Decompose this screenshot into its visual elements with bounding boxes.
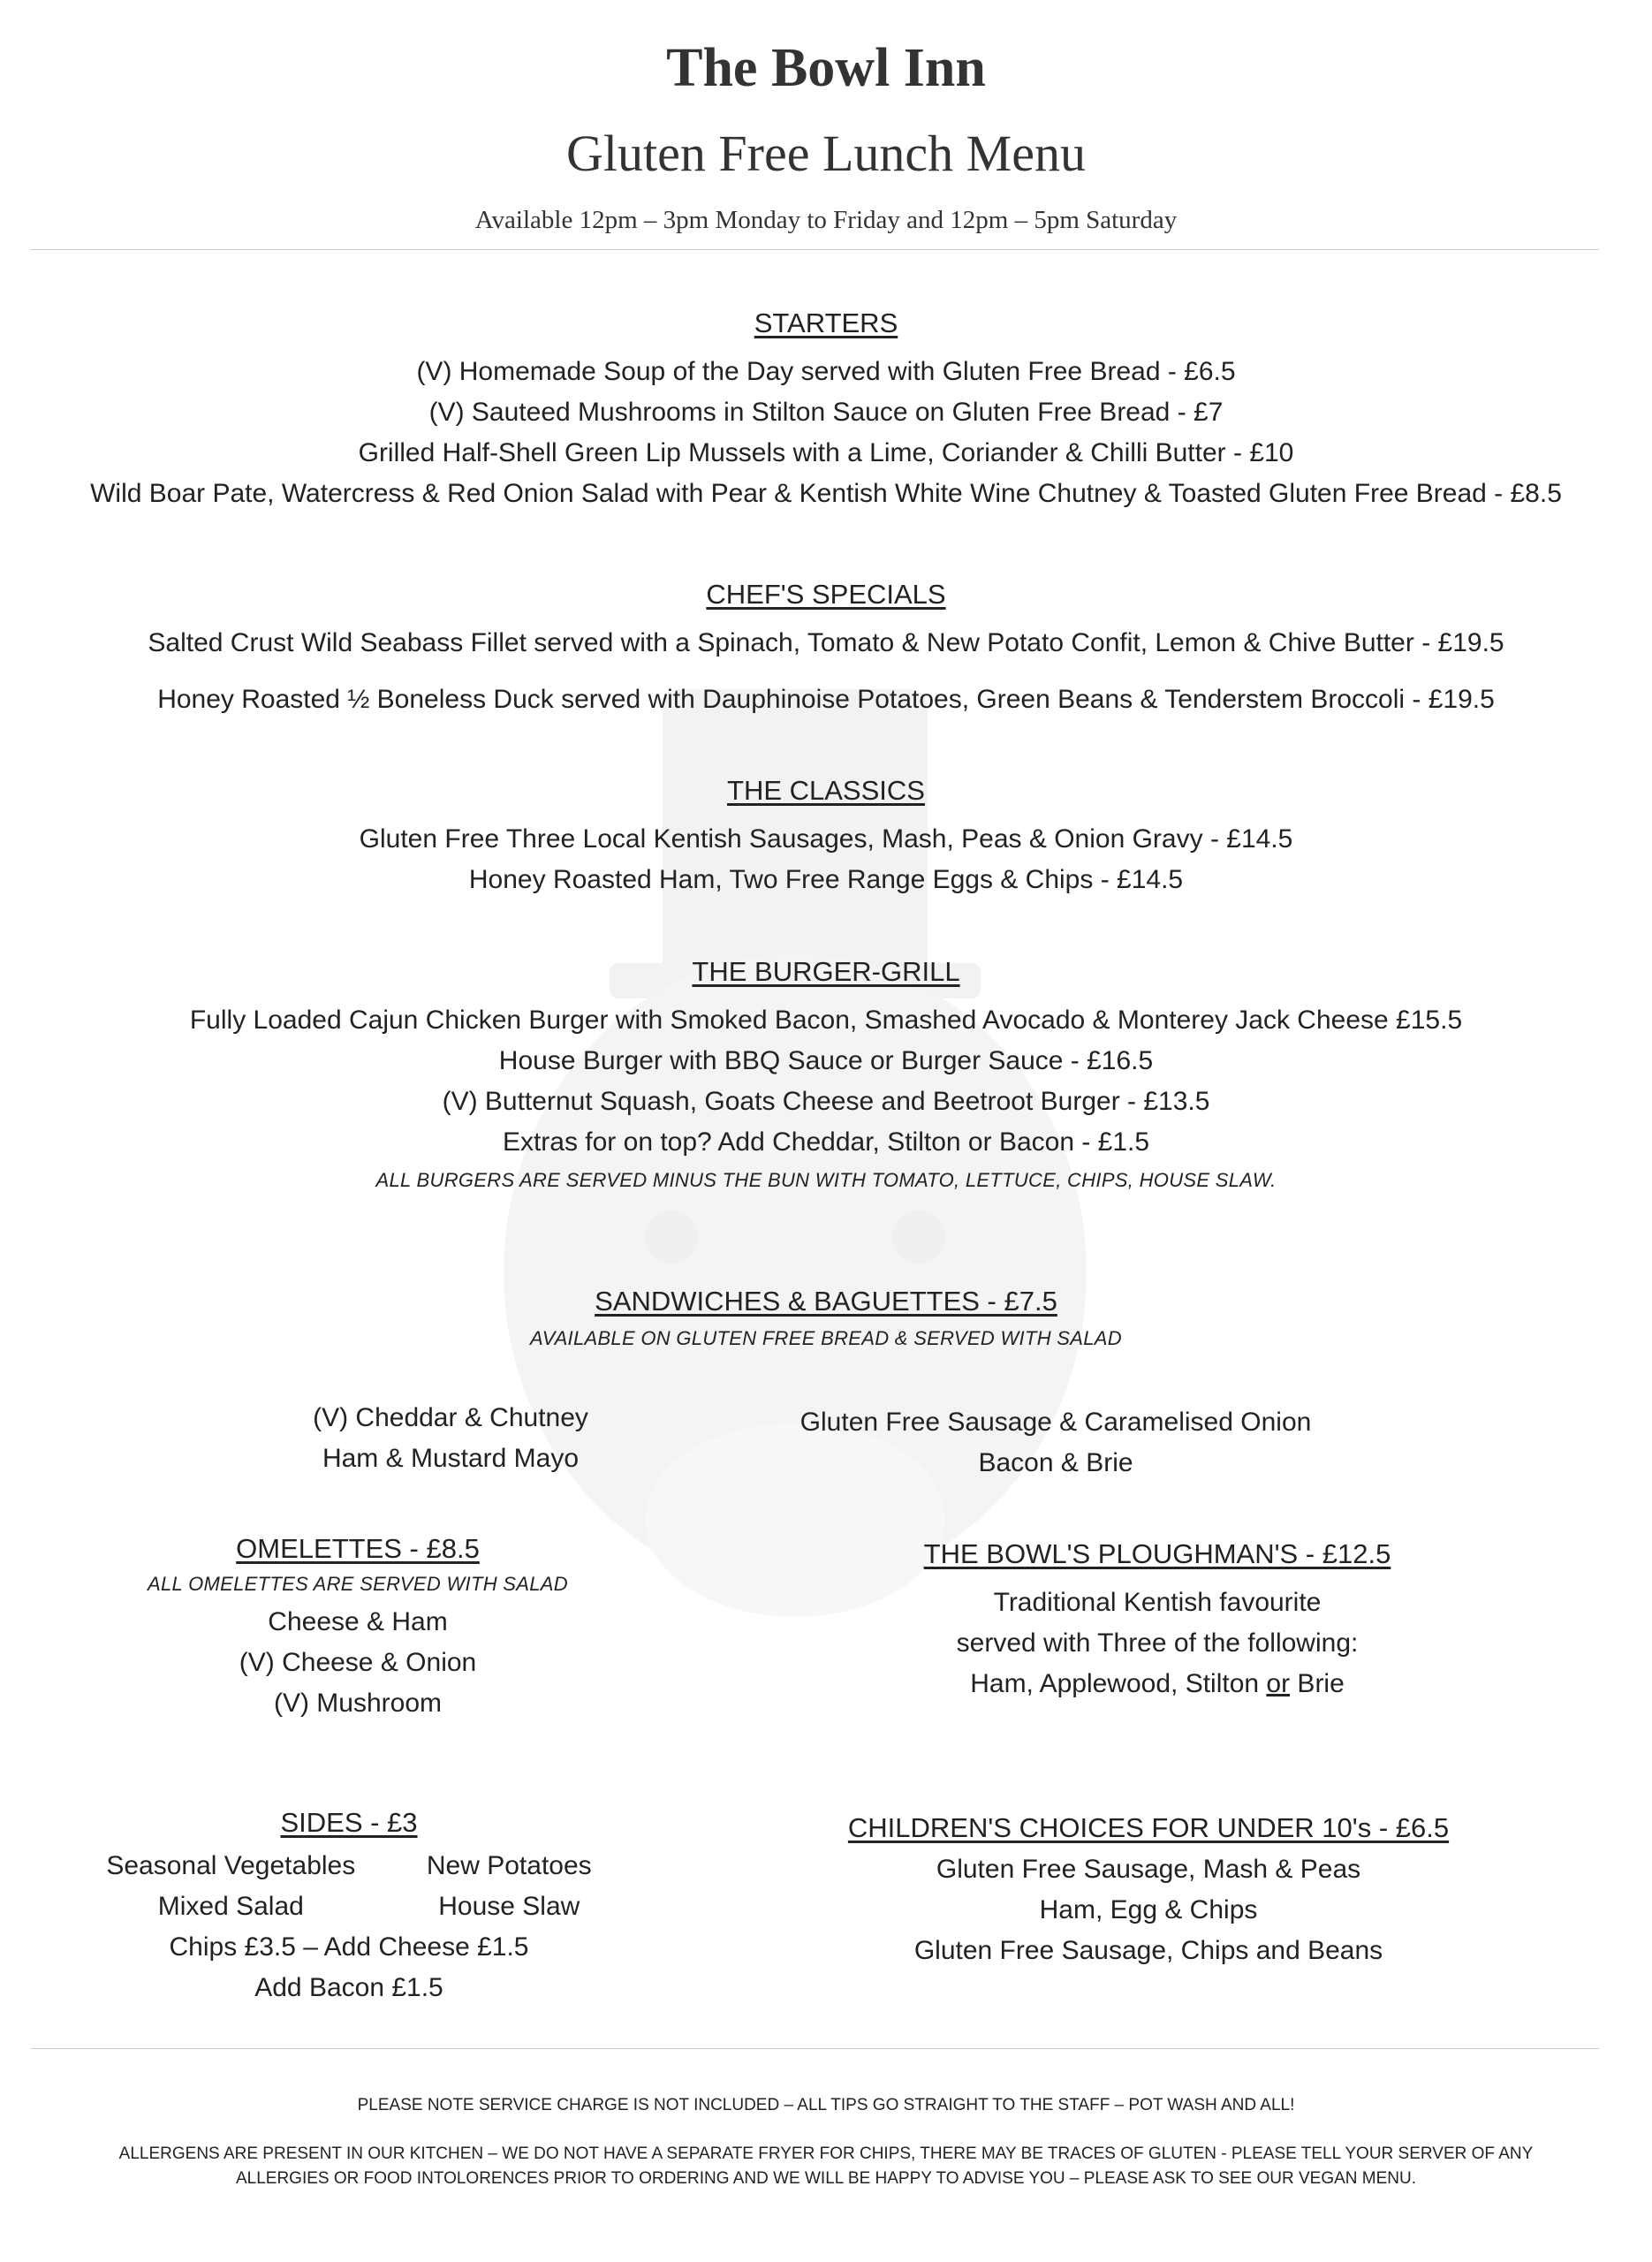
- classic-item: Gluten Free Three Local Kentish Sausages, Mash, Peas & Onion Gravy - £14.5: [359, 824, 1293, 854]
- ploughmans-options-text: Brie: [1290, 1669, 1345, 1698]
- sandwiches-note: AVAILABLE ON GLUTEN FREE BREAD & SERVED WITH SALAD: [530, 1327, 1122, 1349]
- sandwich-item: Bacon & Brie: [978, 1448, 1133, 1477]
- ploughmans-options-text: Ham, Applewood, Stilton: [970, 1669, 1267, 1698]
- special-item: Honey Roasted ½ Boneless Duck served with Dauphinoise Potatoes, Green Beans & Tenderstem Broccoli - £19.5: [157, 685, 1495, 714]
- childrens-section: [795, 1812, 1502, 1971]
- sides-grid: [71, 1846, 627, 1927]
- burger-item: (V) Butternut Squash, Goats Cheese and Beetroot Burger - £13.5: [442, 1087, 1210, 1116]
- starter-item: Wild Boar Pate, Watercress & Red Onion Salad with Pear & Kentish White Wine Chutney & Toasted Gluten Free Bread - £8.5: [90, 479, 1562, 508]
- sandwiches-right-column: [769, 1402, 1343, 1484]
- ploughmans-line: served with Three of the following:: [956, 1628, 1359, 1658]
- burger-note: ALL BURGERS ARE SERVED MINUS THE BUN WITH TOMATO, LETTUCE, CHIPS, HOUSE SLAW.: [375, 1169, 1277, 1191]
- special-item: Salted Crust Wild Seabass Fillet served with a Spinach, Tomato & New Potato Confit, Lemon & Chive Butter - £19.5: [148, 628, 1504, 657]
- sides-title: SIDES - £3: [280, 1807, 418, 1838]
- ploughmans-section: [848, 1538, 1466, 1704]
- burger-item: Fully Loaded Cajun Chicken Burger with Smoked Bacon, Smashed Avocado & Monterey Jack Cheese £15.5: [189, 1006, 1463, 1035]
- childrens-item: Ham, Egg & Chips: [1039, 1895, 1258, 1924]
- chefs-specials-section: [0, 579, 1652, 720]
- childrens-item: Gluten Free Sausage, Chips and Beans: [913, 1936, 1383, 1965]
- starters-title: STARTERS: [754, 307, 898, 338]
- sides-column: [427, 1846, 592, 1927]
- sides-section: [71, 1807, 627, 2008]
- starter-item: (V) Homemade Soup of the Day served with Gluten Free Bread - £6.5: [416, 357, 1236, 386]
- sandwiches-section: [0, 1286, 1652, 1356]
- allergens-note-line-1: ALLERGENS ARE PRESENT IN OUR KITCHEN – WE DO NOT HAVE A SEPARATE FRYER FOR CHIPS, THERE MAY BE TRACES OF GLUTEN - PLEASE TELL YOUR SERVER OF ANY: [118, 2144, 1534, 2163]
- sandwich-item: (V) Cheddar & Chutney: [313, 1403, 588, 1432]
- burger-item: Extras for on top? Add Cheddar, Stilton or Bacon - £1.5: [502, 1127, 1150, 1157]
- ploughmans-title: THE BOWL'S PLOUGHMAN'S - £12.5: [923, 1538, 1391, 1569]
- side-item: Mixed Salad: [157, 1892, 304, 1921]
- burger-grill-title: THE BURGER-GRILL: [692, 956, 960, 987]
- chefs-specials-title: CHEF'S SPECIALS: [706, 579, 946, 610]
- side-item: Seasonal Vegetables: [106, 1851, 356, 1880]
- service-charge-note: PLEASE NOTE SERVICE CHARGE IS NOT INCLUDED – ALL TIPS GO STRAIGHT TO THE STAFF – POT WASH AND ALL!: [357, 2096, 1295, 2114]
- childrens-title: CHILDREN'S CHOICES FOR UNDER 10's - £6.5: [847, 1812, 1450, 1843]
- side-item: New Potatoes: [426, 1851, 592, 1880]
- restaurant-name: The Bowl Inn: [666, 38, 986, 98]
- sandwiches-title: SANDWICHES & BAGUETTES - £7.5: [595, 1286, 1057, 1317]
- starters-section: [0, 307, 1652, 514]
- ploughmans-options: [848, 1664, 1466, 1704]
- omelette-item: (V) Cheese & Onion: [239, 1648, 477, 1677]
- classic-item: Honey Roasted Ham, Two Free Range Eggs & Chips - £14.5: [468, 865, 1184, 894]
- sandwich-item: Ham & Mustard Mayo: [322, 1444, 580, 1473]
- side-item: Chips £3.5 – Add Cheese £1.5: [169, 1932, 529, 1962]
- header-divider: [31, 249, 1599, 250]
- footer-divider: [31, 2048, 1599, 2049]
- omelettes-title: OMELETTES - £8.5: [236, 1533, 480, 1564]
- sides-column: [106, 1846, 355, 1927]
- side-item: House Slaw: [438, 1892, 580, 1921]
- side-item: Add Bacon £1.5: [254, 1973, 443, 2002]
- starter-item: (V) Sauteed Mushrooms in Stilton Sauce on Gluten Free Bread - £7: [428, 398, 1224, 427]
- classics-title: THE CLASSICS: [727, 775, 925, 806]
- ploughmans-line: Traditional Kentish favourite: [993, 1588, 1322, 1617]
- childrens-item: Gluten Free Sausage, Mash & Peas: [936, 1855, 1361, 1884]
- availability-text: Available 12pm – 3pm Monday to Friday and 12pm – 5pm Saturday: [474, 206, 1178, 234]
- allergens-note-line-2: ALLERGIES OR FOOD INTOLORENCES PRIOR TO ORDERING AND WE WILL BE HAPPY TO ADVISE YOU – PLEASE ASK TO SEE OUR VEGAN MENU.: [235, 2169, 1416, 2188]
- omelettes-section: [115, 1533, 601, 1724]
- classics-section: [0, 775, 1652, 900]
- omelette-item: (V) Mushroom: [273, 1689, 443, 1718]
- menu-title: Gluten Free Lunch Menu: [566, 125, 1086, 182]
- ploughmans-or-word: or: [1266, 1669, 1291, 1698]
- starter-item: Grilled Half-Shell Green Lip Mussels with a Lime, Coriander & Chilli Butter - £10: [358, 438, 1294, 467]
- sandwich-item: Gluten Free Sausage & Caramelised Onion: [799, 1408, 1312, 1437]
- burger-item: House Burger with BBQ Sauce or Burger Sauce - £16.5: [498, 1046, 1154, 1075]
- burger-grill-section: [0, 956, 1652, 1198]
- omelette-item: Cheese & Ham: [268, 1607, 448, 1636]
- sandwiches-left-column: [230, 1398, 671, 1479]
- omelettes-note: ALL OMELETTES ARE SERVED WITH SALAD: [148, 1573, 568, 1595]
